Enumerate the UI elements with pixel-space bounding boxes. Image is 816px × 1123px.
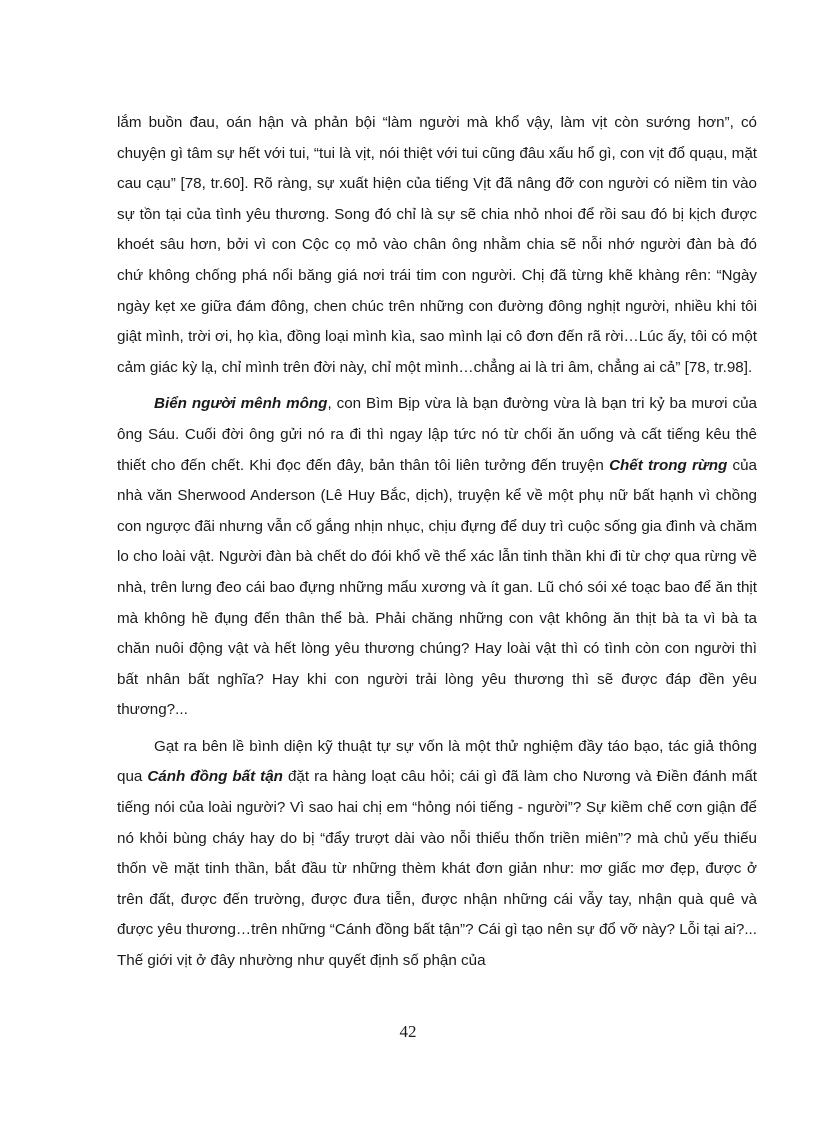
book-title-bien-nguoi-menh-mong: Biển người mênh mông (154, 395, 328, 413)
paragraph-3-text-1: Gạt ra bên lề bình diện kỹ thuật tự sự vốn là một thử nghiệm đầy táo bạo, tác giả thông qua (117, 737, 757, 786)
book-title-canh-dong-bat-tan: Cánh đồng bất tận (147, 768, 283, 786)
paragraph-2 (117, 389, 757, 726)
page-number: 42 (399, 1022, 417, 1041)
paragraph-3-text-2: đặt ra hàng loạt câu hỏi; cái gì đã làm cho Nương và Điền đánh mất tiếng nói của loài người? Vì sao hai chị em “hỏng nói tiếng - người”? Sự kiềm chế cơn giận để nó khỏi bùng cháy hay do bị “đẩy trượt dài vào nỗi thiếu thốn triền miên”? mà chủ yếu thiếu thốn về mặt tinh thần, bắt đầu từ những thèm khát đơn giản như: mơ giấc mơ đẹp, được ở trên đất, được đến trường, được đưa tiễn, được nhận những cái vẫy tay, nhận quà quê và được yêu thương…trên những “Cánh đồng bất tận”? Cái gì tạo nên sự đổ vỡ này? Lỗi tại ai?... Thế giới vịt ở đây nhường như quyết định số phận của (117, 768, 757, 970)
paragraph-2-text-2: của nhà văn Sherwood Anderson (Lê Huy Bắc, dịch), truyện kể về một phụ nữ bất hạnh vì chồng con ngược đãi nhưng vẫn cố gắng nhịn nhục, chịu đựng để duy trì cuộc sống gia đình và chăm lo cho loài vật. Người đàn bà chết do đói khổ về thể xác lẫn tinh thần khi đi từ chợ qua rừng về nhà, trên lưng đeo cái bao đựng những mẩu xương và ít gan. Lũ chó sói xé toạc bao để ăn thịt mà không hề đụng đến thân thể bà. Phải chăng những con vật không ăn thịt bà ta vì bà ta chăn nuôi động vật và hết lòng yêu thương chúng? Hay loài vật thì có tình còn con người thì bất nhân bất nghĩa? Hay khi con người trải lòng yêu thương thì sẽ được đáp đền yêu thương?... (117, 456, 757, 719)
paragraph-1: lắm buồn đau, oán hận và phản bội “làm người mà khổ vậy, làm vịt còn sướng hơn”, có chuyện gì tâm sự hết với tui, “tui là vịt, nói thiệt với tui cũng đâu xấu hổ gì, con vịt đổ quạu, mặt cau cạu” [78, tr.60]. Rõ ràng, sự xuất hiện của tiếng Vịt đã nâng đỡ con người có niềm tin vào sự tồn tại của tình yêu thương. Song đó chỉ là sự sẽ chia nhỏ nhoi để rồi sau đó bị kịch được khoét sâu hơn, bởi vì con Cộc cọ mỏ vào chân ông nhằm chia sẽ nỗi nhớ người đàn bà đó chứ không chống phá nổi băng giá nơi trái tim con người. Chị đã từng khẽ khàng rên: “Ngày ngày kẹt xe giữa đám đông, chen chúc trên những con đường đông nghịt người, nhiều khi tôi giật mình, trời ơi, họ kìa, đồng loại mình kìa, sao mình lại cô đơn đến rã rời…Lúc ấy, tôi có một cảm giác kỳ lạ, chỉ mình trên đời này, chỉ một mình…chẳng ai là tri âm, chẳng ai cả” [78, tr.98]. (117, 114, 757, 376)
body-text (117, 108, 757, 977)
paragraph-2-text-1: , con Bìm Bịp vừa là bạn đường vừa là bạn tri kỷ ba mươi của ông Sáu. Cuối đời ông gửi nó ra đi thì ngay lập tức nó từ chối ăn uống và cất tiếng kêu thê thiết cho đến chết. Khi đọc đến đây, bản thân tôi liên tưởng đến truyện (117, 395, 757, 474)
paragraph-3 (117, 732, 757, 977)
book-title-chet-trong-rung: Chết trong rừng (609, 456, 728, 474)
